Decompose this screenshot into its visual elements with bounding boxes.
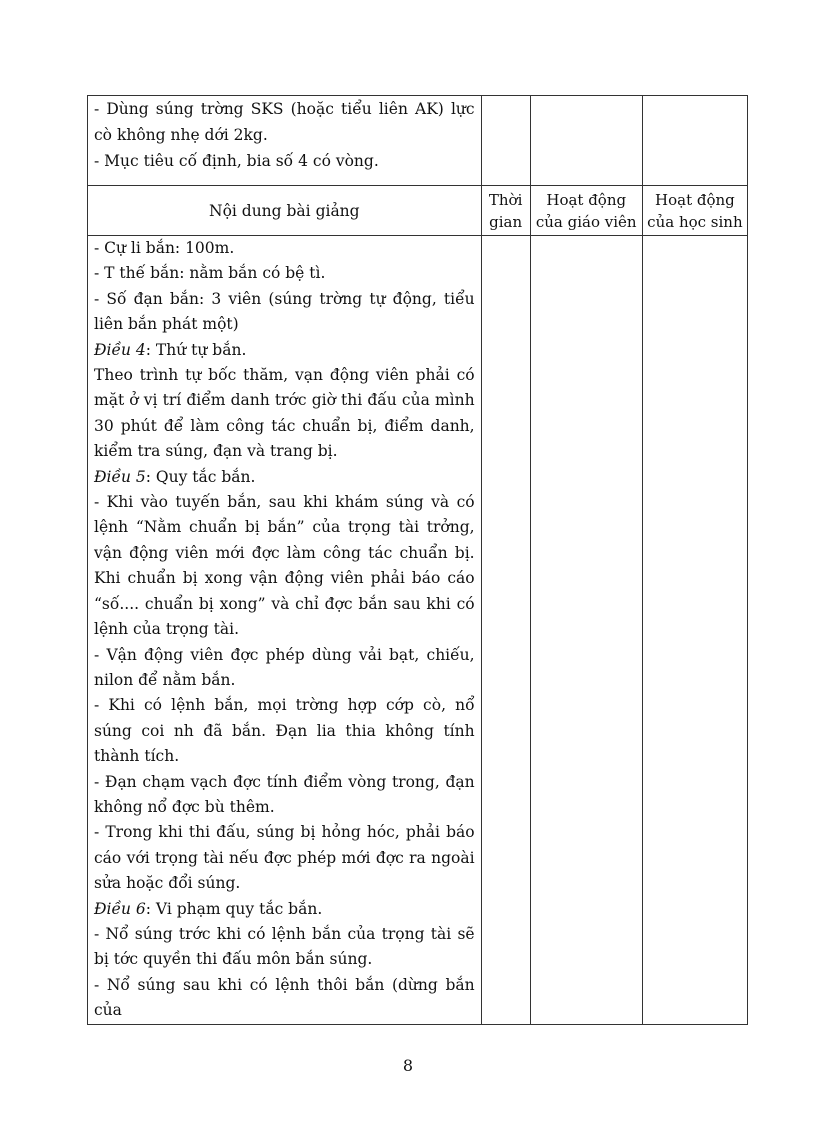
- intro-student-cell: [642, 96, 747, 186]
- lesson-content-cell: [88, 236, 482, 1025]
- lesson-table: [87, 95, 748, 1025]
- article-label: Điều 6: [94, 899, 146, 918]
- article-label: Điều 5: [94, 467, 146, 486]
- paragraph: Theo trình tự bốc thăm, vạn động viên phải có mặt ở vị trí điểm danh trớc giờ thi đấu của mình 30 phút để làm công tác chuẩn bị, điểm danh, kiểm tra súng, đạn và trang bị.: [94, 366, 475, 461]
- body-row: [88, 236, 748, 1025]
- paragraph: - Đạn chạm vạch đợc tính điểm vòng trong, đạn không nổ đợc bù thêm.: [94, 772, 475, 816]
- intro-teacher-cell: [530, 96, 642, 186]
- teacher-cell: [530, 236, 642, 1025]
- header-teacher: Hoạt động của giáo viên: [530, 186, 642, 236]
- intro-line: - Dùng súng trờng SKS (hoặc tiểu liên AK) lực cò không nhẹ dới 2kg.: [94, 100, 475, 144]
- header-time: Thời gian: [481, 186, 530, 236]
- paragraph: - Khi vào tuyến bắn, sau khi khám súng và có lệnh “Nằm chuẩn bị bắn” của trọng tài trởng, vận động viên mới đợc làm công tác chuẩn bị. Khi chuẩn bị xong vận động viên phải báo cáo “số.... chuẩn bị xong” và chỉ đợc bắn sau khi có lệnh của trọng tài.: [94, 493, 475, 639]
- intro-time-cell: [481, 96, 530, 186]
- paragraph: - Khi có lệnh bắn, mọi trờng hợp cớp cò, nổ súng coi nh đã bắn. Đạn lia thia không tính thành tích.: [94, 696, 475, 766]
- student-cell: [642, 236, 747, 1025]
- time-cell: [481, 236, 530, 1025]
- article-heading: Điều 6: Vi phạm quy tắc bắn.: [94, 899, 323, 918]
- paragraph: - Nổ súng trớc khi có lệnh bắn của trọng tài sẽ bị tớc quyền thi đấu môn bắn súng.: [94, 924, 475, 969]
- paragraph: - T thế bắn: nằm bắn có bệ tì.: [94, 264, 326, 283]
- paragraph: - Vận động viên đợc phép dùng vải bạt, chiếu, nilon để nằm bắn.: [94, 645, 475, 689]
- article-label: Điều 4: [94, 340, 146, 359]
- header-student: Hoạt động của học sinh: [642, 186, 747, 236]
- paragraph: - Nổ súng sau khi có lệnh thôi bắn (dừng bắn của: [94, 975, 475, 1020]
- intro-row: [88, 96, 748, 186]
- article-heading: Điều 5: Quy tắc bắn.: [94, 467, 256, 486]
- paragraph: - Số đạn bắn: 3 viên (súng trờng tự động, tiểu liên bắn phát một): [94, 289, 475, 334]
- intro-line: - Mục tiêu cố định, bia số 4 có vòng.: [94, 152, 379, 170]
- page-number: 8: [402, 1056, 414, 1075]
- intro-cell: [88, 96, 482, 186]
- article-heading: Điều 4: Thứ tự bắn.: [94, 340, 247, 359]
- paragraph: - Cự li bắn: 100m.: [94, 239, 235, 257]
- paragraph: - Trong khi thi đấu, súng bị hỏng hóc, phải báo cáo với trọng tài nếu đợc phép mới đợc ra ngoài sửa hoặc đổi súng.: [94, 823, 475, 893]
- header-row: [88, 186, 748, 236]
- header-content: Nội dung bài giảng: [88, 186, 482, 236]
